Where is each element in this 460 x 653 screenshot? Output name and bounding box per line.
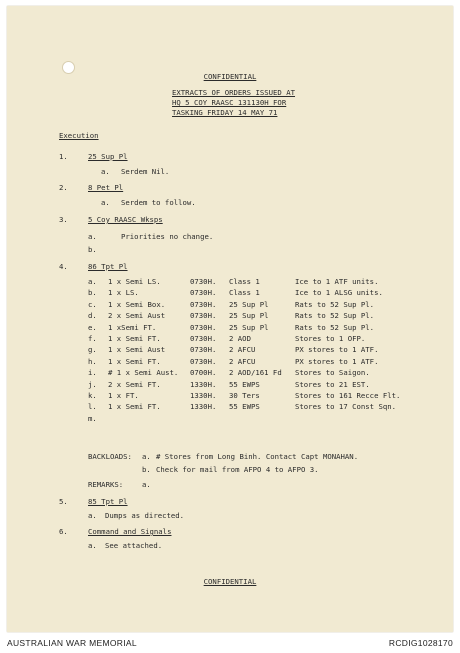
task-task: Rats to 52 Sup Pl. bbox=[295, 299, 375, 309]
section-number: 6. bbox=[59, 527, 68, 536]
task-task: Ice to 1 ALSG units. bbox=[295, 288, 383, 298]
task-vehicle: 1 x Semi FT. bbox=[108, 356, 161, 366]
task-unit: 55 EWPS bbox=[229, 402, 260, 412]
remarks-letter: a. bbox=[142, 480, 151, 489]
task-time: 0730H. bbox=[190, 334, 217, 343]
task-time: 0730H. bbox=[190, 299, 217, 309]
item-text: See attached. bbox=[105, 541, 163, 550]
task-letter: h. bbox=[88, 356, 97, 366]
execution-heading: Execution bbox=[59, 131, 99, 140]
section-number: 2. bbox=[59, 183, 68, 192]
backloads-label: BACKLOADS: bbox=[88, 452, 132, 461]
item-text: Serdem Nil. bbox=[121, 167, 170, 176]
task-unit: 55 EWPS bbox=[229, 379, 260, 389]
section-number: 1. bbox=[59, 152, 68, 161]
task-vehicle: 1 x FT. bbox=[108, 391, 139, 400]
task-letter: k. bbox=[88, 391, 97, 400]
task-time: 1330H. bbox=[190, 391, 217, 400]
backload-text: # Stores from Long Binh. Contact Capt MONAHAN. bbox=[156, 452, 359, 461]
task-vehicle: 1 x LS. bbox=[108, 288, 139, 298]
task-task: Stores to 161 Recce Flt. bbox=[295, 391, 401, 400]
task-time: 0730H. bbox=[190, 322, 217, 332]
section-title: 8 Pet Pl bbox=[88, 183, 124, 192]
task-letter: j. bbox=[88, 379, 97, 389]
section-number: 3. bbox=[59, 215, 68, 224]
task-letter: f. bbox=[88, 334, 97, 343]
task-vehicle: 1 x Semi Box. bbox=[108, 299, 166, 309]
archive-id: RCDIG1028170 bbox=[388, 638, 453, 648]
task-unit: 25 Sup Pl bbox=[229, 322, 269, 332]
item-letter: a. bbox=[88, 541, 97, 550]
task-time: 0730H. bbox=[190, 277, 217, 286]
task-vehicle: 1 x Semi FT. bbox=[108, 402, 161, 412]
task-time: 0730H. bbox=[190, 345, 217, 355]
task-letter: c. bbox=[88, 299, 97, 309]
task-time: 0730H. bbox=[190, 288, 217, 298]
section-title: 25 Sup Pl bbox=[88, 152, 128, 161]
section-title: 85 Tpt Pl bbox=[88, 497, 128, 506]
task-task: Rats to 52 Sup Pl. bbox=[295, 311, 375, 321]
task-task: Ice to 1 ATF units. bbox=[295, 277, 379, 286]
task-letter: i. bbox=[88, 368, 97, 378]
item-letter: a. bbox=[88, 511, 97, 520]
section-title: Command and Signals bbox=[88, 527, 172, 536]
task-unit: 25 Sup Pl bbox=[229, 299, 269, 309]
task-letter: a. bbox=[88, 277, 97, 286]
task-letter: d. bbox=[88, 311, 97, 321]
task-time: 0700H. bbox=[190, 368, 217, 378]
task-vehicle: # 1 x Semi Aust. bbox=[108, 368, 179, 378]
section-title: 86 Tpt Pl bbox=[88, 262, 128, 271]
item-text: Priorities no change. bbox=[121, 232, 214, 241]
task-unit: 2 AFCU bbox=[229, 356, 256, 366]
task-unit: 2 AFCU bbox=[229, 345, 256, 355]
backload-letter: b. bbox=[142, 465, 151, 474]
task-time: 0730H. bbox=[190, 356, 217, 366]
task-task: Stores to 21 EST. bbox=[295, 379, 370, 389]
task-unit: 2 AOD/161 Fd bbox=[229, 368, 282, 378]
task-task: Stores to Saigon. bbox=[295, 368, 370, 378]
section-number: 5. bbox=[59, 497, 68, 506]
task-unit: 2 AOD bbox=[229, 334, 251, 343]
item-letter: a. bbox=[101, 198, 110, 207]
section-title: 5 Coy RAASC Wksps bbox=[88, 215, 163, 224]
item-text: Serdem to follow. bbox=[121, 198, 196, 207]
section-number: 4. bbox=[59, 262, 68, 271]
task-vehicle: 2 x Semi FT. bbox=[108, 379, 161, 389]
task-letter: b. bbox=[88, 288, 97, 298]
header-title-line2: HQ 5 COY RAASC 131130H FOR bbox=[172, 98, 287, 107]
backload-letter: a. bbox=[142, 452, 151, 461]
task-task: PX stores to 1 ATF. bbox=[295, 356, 379, 366]
remarks-label: REMARKS: bbox=[88, 480, 124, 489]
header-classification: CONFIDENTIAL bbox=[203, 72, 257, 81]
task-time: 0730H. bbox=[190, 311, 217, 321]
backload-text: Check for mail from AFPO 4 to AFPO 3. bbox=[156, 465, 319, 474]
task-letter: e. bbox=[88, 322, 97, 332]
task-letter: g. bbox=[88, 345, 97, 355]
task-task: Stores to 1 OFP. bbox=[295, 334, 366, 343]
task-vehicle: 2 x Semi Aust bbox=[108, 311, 166, 321]
task-unit: 30 Ters bbox=[229, 391, 260, 400]
task-time: 1330H. bbox=[190, 379, 217, 389]
task-unit: Class 1 bbox=[229, 288, 260, 298]
task-vehicle: 1 x Semi LS. bbox=[108, 277, 161, 286]
item-letter: a. bbox=[101, 167, 110, 176]
task-time: 1330H. bbox=[190, 402, 217, 412]
punch-hole bbox=[62, 61, 75, 74]
task-task: Stores to 17 Const Sqn. bbox=[295, 402, 397, 412]
task-unit: Class 1 bbox=[229, 277, 260, 286]
task-letter: l. bbox=[88, 402, 97, 412]
task-vehicle: 1 x Semi FT. bbox=[108, 334, 161, 343]
header-title-line3: TASKING FRIDAY 14 MAY 71 bbox=[172, 108, 278, 117]
task-letter: m. bbox=[88, 413, 97, 423]
item-text: Dumps as directed. bbox=[105, 511, 185, 520]
document-page bbox=[7, 6, 453, 632]
archive-credit: AUSTRALIAN WAR MEMORIAL bbox=[7, 638, 137, 648]
item-letter: b. bbox=[88, 245, 97, 254]
task-unit: 25 Sup Pl bbox=[229, 311, 269, 321]
task-vehicle: 1 x Semi Aust bbox=[108, 345, 166, 355]
task-vehicle: 1 xSemi FT. bbox=[108, 322, 157, 332]
task-task: Rats to 52 Sup Pl. bbox=[295, 322, 375, 332]
header-title-line1: EXTRACTS OF ORDERS ISSUED AT bbox=[172, 88, 296, 97]
task-task: PX stores to 1 ATF. bbox=[295, 345, 379, 355]
footer-classification: CONFIDENTIAL bbox=[203, 577, 257, 586]
item-letter: a. bbox=[88, 232, 97, 241]
